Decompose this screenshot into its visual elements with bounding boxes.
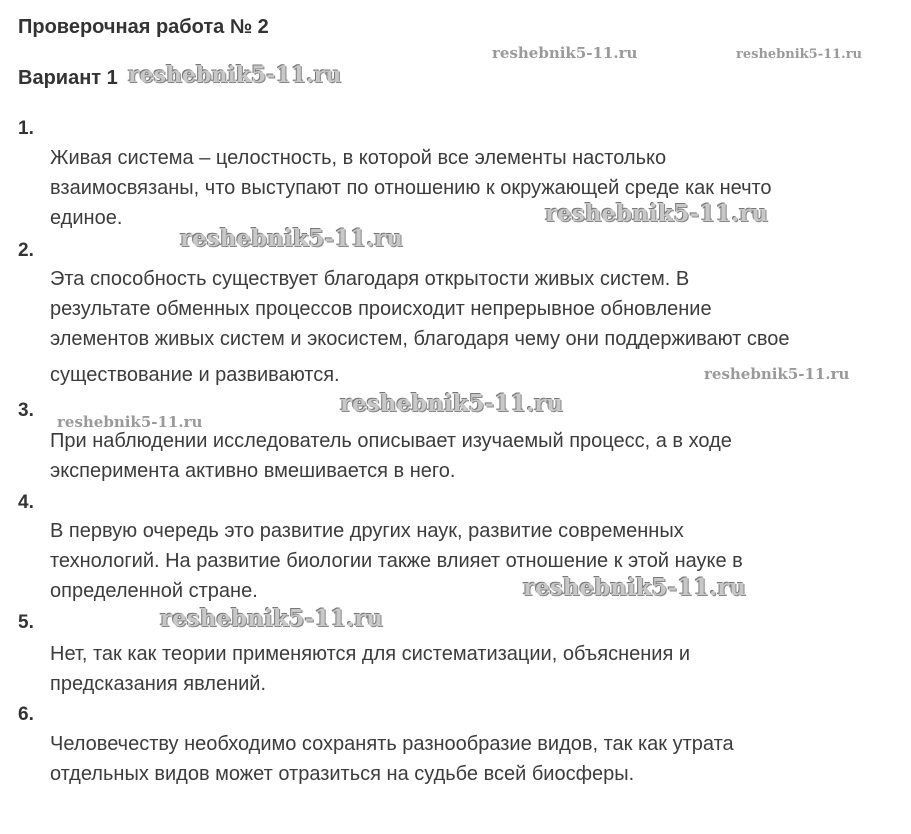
watermark: reshebnik5-11.ru xyxy=(57,413,203,431)
watermark: reshebnik5-11.ru xyxy=(545,200,768,227)
answer-6-number: 6. xyxy=(18,704,34,725)
answer-1-number: 1. xyxy=(18,118,34,139)
watermark: reshebnik5-11.ru xyxy=(340,390,563,417)
answer-line: технологий. На развитие биологии также влияет отношение к этой науке в xyxy=(50,550,743,572)
answer-line: Нет, так как теории применяются для систематизации, объяснения и xyxy=(50,643,691,665)
answer-3-text xyxy=(50,426,732,486)
variant-heading: Вариант 1 xyxy=(18,67,118,89)
answer-5-text xyxy=(50,639,690,699)
watermark: reshebnik5-11.ru xyxy=(180,225,403,252)
answer-line: Человечеству необходимо сохранять разнообразие видов, так как утрата xyxy=(50,733,734,755)
answer-line: отдельных видов может отразиться на судьбе всей биосферы. xyxy=(50,763,635,785)
answer-2-text xyxy=(50,264,790,390)
answer-line: предсказания явлений. xyxy=(50,673,267,695)
answer-3-number: 3. xyxy=(18,400,34,421)
answer-5-number: 5. xyxy=(18,612,34,633)
page-title: Проверочная работа № 2 xyxy=(18,16,269,38)
answer-line: Эта способность существует благодаря открытости живых систем. В xyxy=(50,268,690,290)
answer-line: Живая система – целостность, в которой все элементы настолько xyxy=(50,147,667,169)
answer-2-number: 2. xyxy=(18,240,34,261)
answer-line: определенной стране. xyxy=(50,580,258,602)
answer-line: единое. xyxy=(50,207,123,229)
watermark: reshebnik5-11.ru xyxy=(492,44,638,62)
answer-line: взаимосвязаны, что выступают по отношению к окружающей среде как нечто xyxy=(50,177,772,199)
answer-line: В первую очередь это развитие других наук, развитие современных xyxy=(50,520,684,542)
answer-6-text xyxy=(50,729,734,789)
answer-4-number: 4. xyxy=(18,492,34,513)
watermark: reshebnik5-11.ru xyxy=(523,574,746,601)
watermark: reshebnik5-11.ru xyxy=(736,47,863,62)
answer-line: При наблюдении исследователь описывает изучаемый процесс, а в ходе xyxy=(50,430,732,452)
answer-line: эксперимента активно вмешивается в него. xyxy=(50,460,456,482)
answer-line: результате обменных процессов происходит непрерывное обновление xyxy=(50,298,712,320)
answer-line: элементов живых систем и экосистем, благодаря чему они поддерживают свое xyxy=(50,328,790,350)
watermark: reshebnik5-11.ru xyxy=(704,365,850,383)
answer-line: существование и развиваются. xyxy=(50,364,340,386)
watermark: reshebnik5-11.ru xyxy=(128,62,342,88)
watermark: reshebnik5-11.ru xyxy=(160,605,383,632)
